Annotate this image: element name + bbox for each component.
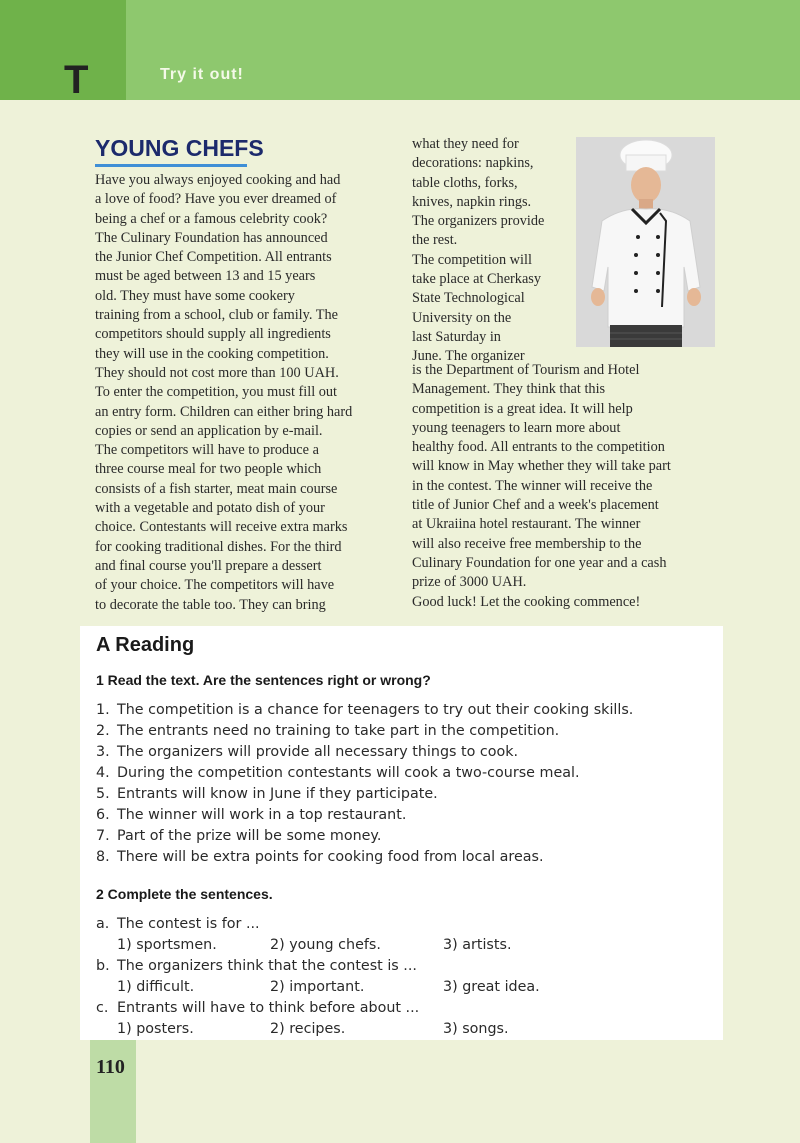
statement-list: [96, 700, 633, 868]
page-number: 110: [96, 1056, 125, 1078]
item-number: 1.: [96, 702, 110, 718]
article-line: a love of food? Have you ever dreamed of: [95, 191, 337, 208]
article-line: decorations: napkins,: [412, 155, 534, 172]
item-number: 8.: [96, 849, 110, 865]
article-line: consists of a fish starter, meat main course: [95, 480, 338, 497]
list-item: [96, 914, 419, 935]
reading-title: A Reading: [96, 634, 195, 656]
statement-text: Part of the prize will be some money.: [117, 828, 382, 844]
item-number: 7.: [96, 828, 110, 844]
article-line: to decorate the table too. They can bring: [95, 596, 326, 613]
article-line: being a chef or a famous celebrity cook?: [95, 210, 328, 227]
item-letter: a.: [96, 916, 110, 932]
article-line: table cloths, forks,: [412, 174, 518, 191]
article-line: Good luck! Let the cooking commence!: [412, 593, 641, 610]
article-line: and final course you'll prepare a dessert: [95, 557, 322, 574]
article-line: To enter the competition, you must fill out: [95, 384, 338, 401]
article-line: what they need for: [412, 136, 519, 152]
article-right-column-top: [412, 135, 577, 367]
statement-text: The winner will work in a top restaurant.: [117, 807, 407, 823]
sentence-stem: The contest is for ...: [117, 916, 260, 932]
option: 2) young chefs.: [270, 937, 381, 953]
option: 1) sportsmen.: [117, 937, 217, 953]
article-line: University on the: [412, 309, 512, 326]
list-item: [96, 700, 633, 721]
article-line: the rest.: [412, 232, 458, 249]
task-2-instruction: 2 Complete the sentences.: [96, 886, 273, 902]
article-line: The competition will: [412, 251, 532, 268]
section-letter: T: [64, 58, 89, 102]
article-line: They should not cost more than 100 UAH.: [95, 364, 339, 381]
statement-text: Entrants will know in June if they participate.: [117, 786, 438, 802]
item-number: 2.: [96, 723, 110, 739]
list-item: [96, 784, 633, 805]
statement-text: The competition is a chance for teenagers to try out their cooking skills.: [117, 702, 634, 718]
statement-text: The entrants need no training to take part in the competition.: [117, 723, 560, 739]
article-line: they will use in the cooking competition.: [95, 345, 329, 362]
option-row: [96, 935, 512, 956]
article-line: in the contest. The winner will receive the: [412, 477, 653, 494]
option-row: [96, 1019, 509, 1040]
article-line: is the Department of Tourism and Hotel: [412, 362, 640, 378]
option: 2) recipes.: [270, 1021, 346, 1037]
sentence-stem: Entrants will have to think before about ...: [117, 1000, 420, 1016]
article-line: must be aged between 13 and 15 years: [95, 268, 316, 285]
article-line: June. The organizer: [412, 348, 525, 365]
article-line: The organizers provide: [412, 213, 545, 230]
option: 1) difficult.: [117, 979, 195, 995]
option: 1) posters.: [117, 1021, 194, 1037]
article-line: will also receive free membership to the: [412, 535, 642, 552]
article-line: The Culinary Foundation has announced: [95, 229, 328, 246]
article-line: The competitors will have to produce a: [95, 442, 319, 459]
article-line: three course meal for two people which: [95, 461, 322, 478]
article-line: the Junior Chef Competition. All entrants: [95, 249, 332, 266]
article-line: with a vegetable and potato dish of your: [95, 500, 325, 517]
article-line: take place at Cherkasy: [412, 271, 542, 288]
section-title: Try it out!: [160, 66, 244, 83]
item-number: 3.: [96, 744, 110, 760]
statement-text: During the competition contestants will cook a two-course meal.: [117, 765, 580, 781]
item-number: 5.: [96, 786, 110, 802]
list-item: [96, 826, 633, 847]
completion-list: [96, 914, 540, 1040]
article-line: will know in May whether they will take part: [412, 458, 671, 475]
option-row: [96, 977, 540, 998]
article-line: title of Junior Chef and a week's placement: [412, 497, 659, 514]
article-line: an entry form. Children can either bring hard: [95, 403, 353, 420]
article-line: competitors should supply all ingredients: [95, 326, 331, 343]
article-line: prize of 3000 UAH.: [412, 574, 527, 591]
list-item: [96, 847, 633, 868]
item-number: 6.: [96, 807, 110, 823]
list-item: [96, 763, 633, 784]
article-line: last Saturday in: [412, 328, 501, 345]
item-letter: b.: [96, 958, 110, 974]
chef-photo: [576, 137, 715, 347]
item-letter: c.: [96, 1000, 109, 1016]
article-line: knives, napkin rings.: [412, 193, 532, 210]
list-item: [96, 805, 633, 826]
article-line: healthy food. All entrants to the competition: [412, 439, 665, 456]
article-line: at Ukraiina hotel restaurant. The winner: [412, 516, 641, 533]
option: 3) great idea.: [443, 979, 540, 995]
article-line: Culinary Foundation for one year and a cash: [412, 554, 667, 571]
statement-text: There will be extra points for cooking food from local areas.: [117, 849, 544, 865]
article-line: training from a school, club or family. The: [95, 307, 338, 324]
article-line: competition is a great idea. It will help: [412, 400, 633, 417]
article-line: choice. Contestants will receive extra marks: [95, 519, 348, 536]
article-line: young teenagers to learn more about: [412, 419, 621, 436]
article-line: Have you always enjoyed cooking and had: [95, 172, 341, 188]
article-line: for cooking traditional dishes. For the third: [95, 538, 342, 555]
article-line: copies or send an application by e-mail.: [95, 422, 323, 439]
option: 3) artists.: [443, 937, 512, 953]
title-underline: [95, 164, 247, 167]
item-number: 4.: [96, 765, 110, 781]
option: 3) songs.: [443, 1021, 509, 1037]
list-item: [96, 998, 419, 1019]
article-line: State Technological: [412, 290, 525, 307]
article-title: YOUNG CHEFS: [95, 135, 264, 161]
statement-text: The organizers will provide all necessary things to cook.: [117, 744, 519, 760]
article-line: Management. They think that this: [412, 381, 606, 398]
task-1-instruction: 1 Read the text. Are the sentences right or wrong?: [96, 672, 431, 688]
sentence-stem: The organizers think that the contest is ...: [117, 958, 417, 974]
list-item: [96, 742, 633, 763]
article-line: of your choice. The competitors will have: [95, 577, 335, 594]
section-tab: [0, 0, 126, 100]
list-item: [96, 721, 633, 742]
option: 2) important.: [270, 979, 365, 995]
list-item: [96, 956, 419, 977]
article-left-column: [95, 171, 407, 615]
article-line: old. They must have some cookery: [95, 287, 295, 304]
article-right-column-bottom: [412, 361, 724, 612]
